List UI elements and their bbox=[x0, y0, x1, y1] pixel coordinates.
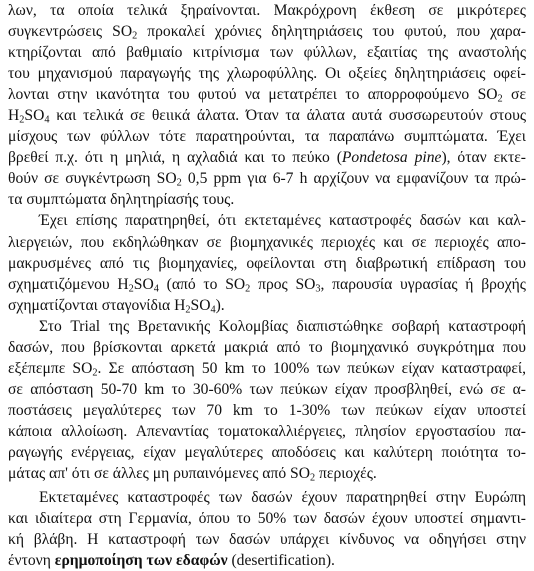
text-line: κή βλάβη. Η καταστροφή των δασών υπάρχει κίνδυνος να οδηγήσει στην bbox=[8, 531, 526, 549]
document-page bbox=[8, 0, 526, 571]
text-line: σχηματιζόμενου $H_2SO_4$ (από το $SO_2$ προς $SO_3$, παρουσία υγρασίας ή βροχής bbox=[8, 275, 526, 295]
text-line: Στο Trial της Βρετανικής Κολομβίας διαπιστώθηκε σοβαρή καταστροφή bbox=[39, 317, 526, 335]
text-line: κτηρίζονται από βαθμιαίο κιτρίνισμα των φύλλων, εξαιτίας της αναστολής bbox=[8, 44, 526, 62]
text-line: ραγωγής ενέργειας, είχαν μεγαλύτερες αποδόσεις και καλύτερη ποιότητα το- bbox=[8, 443, 526, 461]
text-line: λονται στην ικανότητα του φυτού να μετατρέπει το απορροφούμενο $SO_2$ σε bbox=[8, 86, 526, 105]
bold-term: ερημοποίηση των εδαφών bbox=[54, 552, 228, 570]
text-line: σε απόσταση 50-70 km το 30-60% των πεύκων είχαν προσβληθεί, ενώ σε α- bbox=[8, 380, 526, 398]
text-line: και ιδιαίτερα στη Γερμανία, όπου το 50% των δασών έχουν υποστεί σημαντι- bbox=[8, 510, 526, 528]
text-line: Έχει επίσης παρατηρηθεί, ότι εκτεταμένες καταστροφές δασών και καλ- bbox=[39, 212, 526, 230]
text-line: βρεθεί π.χ. ότι η μηλιά, η αχλαδιά και το πεύκο (Pondetosa pine), όταν εκτε- bbox=[8, 149, 526, 167]
text-line: $H_2SO_4$ και τελικά σε θειικά άλατα. Όταν τα άλατα αυτά συσσωρευτούν στους bbox=[8, 107, 526, 126]
paragraph bbox=[8, 0, 526, 210]
text-line: συγκεντρώσεις $SO_2$ προκαλεί χρόνιες δηλητηριάσεις του φυτού, που χαρα- bbox=[8, 23, 526, 42]
text-line: ποστάσεις μεγαλύτερες των 70 km το 1-30% των πεύκων είχαν υποστεί bbox=[8, 401, 526, 419]
text-line: μίσχους των φύλλων τότε παρατηρούνται, τα παραπάνω συμπτώματα. Έχει bbox=[8, 128, 526, 146]
text-line: σχηματίζονται σταγονίδια $H_2SO_4$). bbox=[8, 296, 225, 316]
emphasis-text: Pondetosa pine bbox=[341, 149, 442, 167]
paragraph bbox=[8, 210, 526, 315]
text-line: μάτας απ' ότι σε άλλες μη ρυπαινόμενες από $SO_2$ περιοχές. bbox=[8, 465, 377, 484]
text-line: έντονη ερημοποίηση των εδαφών (desertification). bbox=[8, 552, 335, 570]
text-line: λιεργειών, που εκδηλώθηκαν σε βιομηχανικές περιοχές και σε περιοχές απο- bbox=[8, 233, 526, 251]
text-line: του μηχανισμού παραγωγής της χλωροφύλλης. Οι οξείες δηλητηριάσεις οφεί- bbox=[8, 65, 526, 83]
text-line: εξέπεμπε $SO_2$. Σε απόσταση 50 km το 100% των πεύκων είχαν καταστραφεί, bbox=[8, 359, 526, 379]
paragraph bbox=[8, 487, 526, 571]
text-line: Εκτεταμένες καταστροφές των δασών έχουν παρατηρηθεί στην Ευρώπη bbox=[39, 489, 526, 507]
text-line: κάποια αλλοίωση. Απεναντίας τοματοκαλλιέργειες, πλησίον εργοστασίου πα- bbox=[8, 422, 526, 440]
text-line: θούν σε συγκέντρωση $SO_2$ 0,5 ppm για 6-7 h αρχίζουν να εμφανίζουν τα πρώ- bbox=[8, 170, 527, 189]
paragraph bbox=[8, 316, 526, 484]
text-line: μακρυσμένες από τις βιομηχανίες, οφείλονται στη διαβρωτική επίδραση του bbox=[8, 254, 526, 272]
text-line: δασών, που βρίσκονται αρκετά μακριά από το βιομηχανικό συγκρότημα που bbox=[8, 338, 526, 356]
text-line: λων, τα οποία τελικά ξηραίνονται. Μακρόχρονη έκθεση σε μικρότερες bbox=[8, 2, 526, 19]
text-line: τα συμπτώματα δηλητηρίασής τους. bbox=[8, 191, 235, 209]
